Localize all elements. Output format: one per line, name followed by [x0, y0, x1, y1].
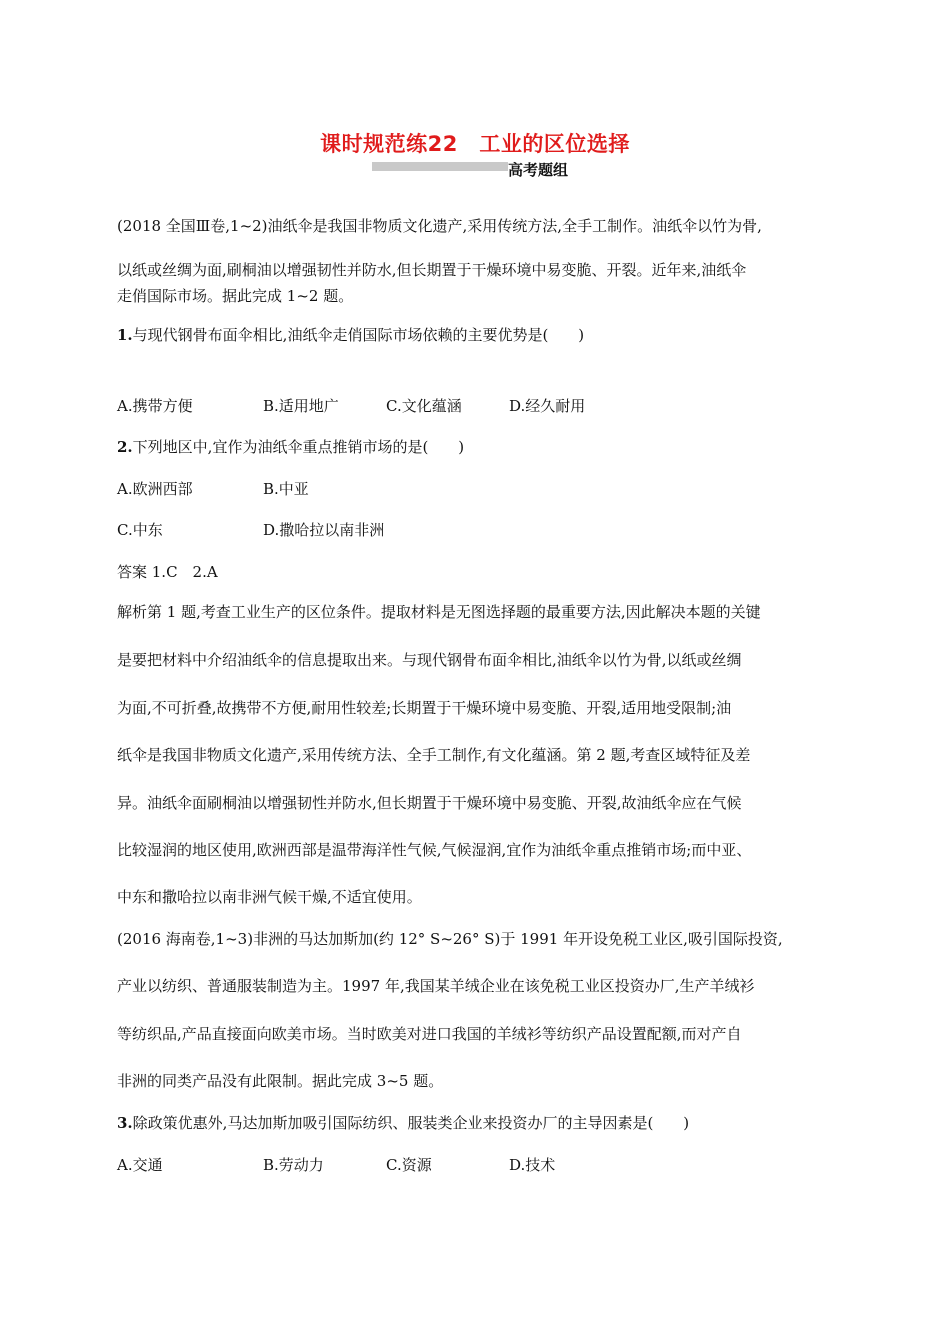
option-b: B.适用地广 [263, 397, 339, 415]
question-number: 3. [117, 1114, 133, 1132]
analysis-line: 中东和撒哈拉以南非洲气候干燥,不适宜使用。 [117, 888, 422, 906]
material2-line: 产业以纺织、普通服装制造为主。1997 年,我国某羊绒企业在该免税工业区投资办厂,生产羊绒衫 [117, 977, 755, 995]
material1-line: 走俏国际市场。据此完成 1~2 题。 [117, 287, 354, 305]
option-d: D.撒哈拉以南非洲 [263, 521, 385, 539]
option-c: C.中东 [117, 521, 163, 539]
material1-line: 以纸或丝绸为面,刷桐油以增强韧性并防水,但长期置于干燥环境中易变脆、开裂。近年来,油纸伞 [117, 261, 747, 279]
option-a: A.携带方便 [117, 397, 193, 415]
material1-line: (2018 全国Ⅲ卷,1~2)油纸伞是我国非物质文化遗产,采用传统方法,全手工制作。油纸伞以竹为骨, [117, 217, 762, 235]
analysis-line: 纸伞是我国非物质文化遗产,采用传统方法、全手工制作,有文化蕴涵。第 2 题,考查区域特征及差 [117, 746, 751, 764]
question-stem: 与现代钢骨布面伞相比,油纸伞走俏国际市场依赖的主要优势是( ) [132, 326, 585, 344]
option-b: B.中亚 [263, 480, 309, 498]
section-header-bar [372, 162, 508, 171]
option-c: C.资源 [386, 1156, 432, 1174]
option-b: B.劳动力 [263, 1156, 324, 1174]
question-2 [117, 437, 464, 457]
option-c: C.文化蕴涵 [386, 397, 462, 415]
material2-line: (2016 海南卷,1~3)非洲的马达加斯加(约 12° S~26° S)于 1991 年开设免税工业区,吸引国际投资, [117, 930, 783, 948]
material2-line: 非洲的同类产品没有此限制。据此完成 3~5 题。 [117, 1072, 444, 1090]
answer-line: 答案 1.C 2.A [117, 563, 218, 581]
option-a: A.交通 [117, 1156, 163, 1174]
analysis-line: 比较湿润的地区使用,欧洲西部是温带海洋性气候,气候湿润,宜作为油纸伞重点推销市场;而中亚、 [117, 841, 752, 859]
question-stem: 除政策优惠外,马达加斯加吸引国际纺织、服装类企业来投资办厂的主导因素是( ) [132, 1114, 690, 1132]
option-d: D.技术 [509, 1156, 556, 1174]
question-number: 1. [117, 326, 133, 344]
question-3 [117, 1113, 689, 1133]
page-title: 课时规范练22 工业的区位选择 [320, 132, 630, 156]
analysis-line: 为面,不可折叠,故携带不方便,耐用性较差;长期置于干燥环境中易变脆、开裂,适用地受限制;油 [117, 699, 732, 717]
analysis-line: 异。油纸伞面刷桐油以增强韧性并防水,但长期置于干燥环境中易变脆、开裂,故油纸伞应在气候 [117, 794, 742, 812]
option-d: D.经久耐用 [509, 397, 586, 415]
question-stem: 下列地区中,宜作为油纸伞重点推销市场的是( ) [132, 438, 465, 456]
question-1 [117, 325, 584, 345]
option-a: A.欧洲西部 [117, 480, 193, 498]
analysis-line: 是要把材料中介绍油纸伞的信息提取出来。与现代钢骨布面伞相比,油纸伞以竹为骨,以纸或丝绸 [117, 651, 742, 669]
material2-line: 等纺织品,产品直接面向欧美市场。当时欧美对进口我国的羊绒衫等纺织产品设置配额,而对产自 [117, 1025, 742, 1043]
analysis-line: 解析第 1 题,考查工业生产的区位条件。提取材料是无图选择题的最重要方法,因此解决本题的关键 [117, 603, 761, 621]
question-number: 2. [117, 438, 133, 456]
section-subtitle: 高考题组 [508, 161, 569, 179]
